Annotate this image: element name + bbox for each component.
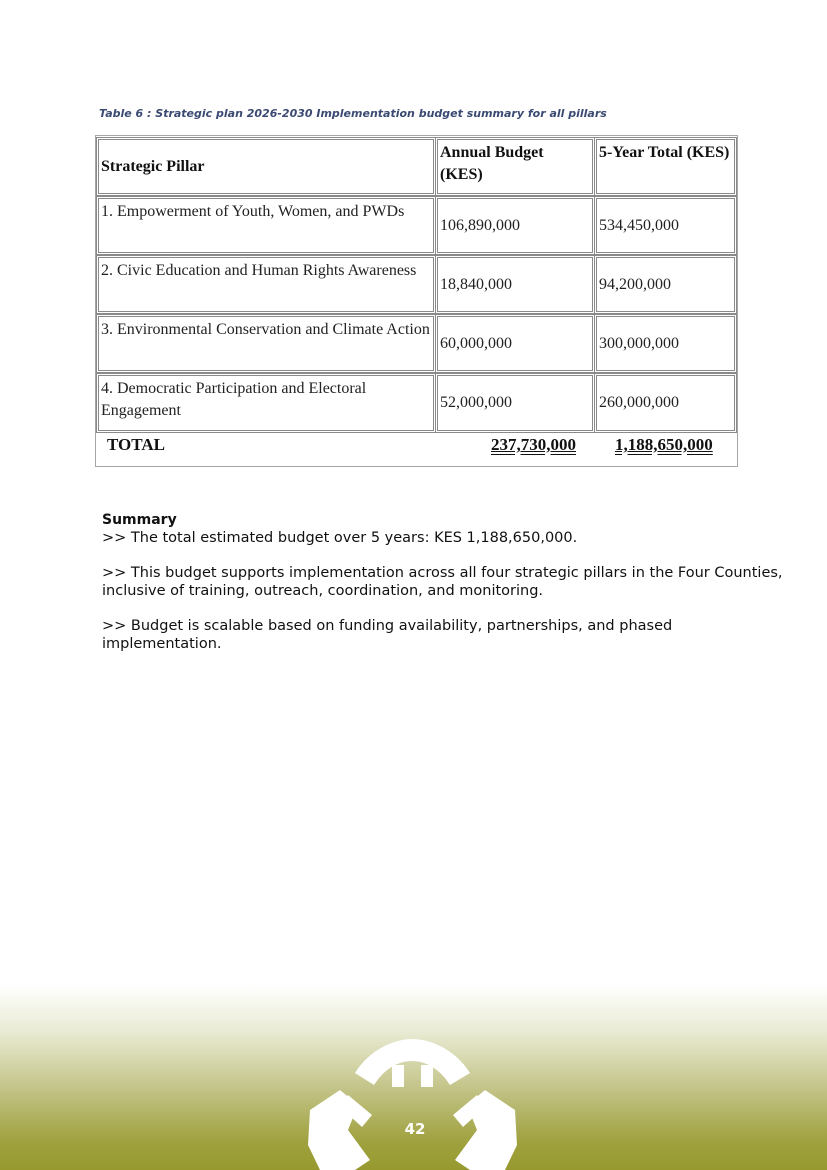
row-3-annual: 60,000,000 <box>435 314 595 373</box>
row-4-five-year: 260,000,000 <box>594 373 737 433</box>
summary-point-3: >> Budget is scalable based on funding availability, partnerships, and phased implementation. <box>102 618 673 652</box>
row-3-pillar: 3. Environmental Conservation and Climate Action <box>96 314 436 373</box>
row-4-annual: 52,000,000 <box>435 373 595 433</box>
summary-section <box>102 511 792 670</box>
org-emblem-icon <box>300 1035 525 1170</box>
row-3-five-year: 300,000,000 <box>594 314 737 373</box>
total-annual: 237,730,000 <box>491 435 576 454</box>
row-2-pillar: 2. Civic Education and Human Rights Awareness <box>96 255 436 314</box>
row-1-five-year: 534,450,000 <box>594 196 737 255</box>
page-number: 42 <box>404 1120 426 1138</box>
summary-point-1: >> The total estimated budget over 5 years: KES 1,188,650,000. <box>102 530 578 546</box>
total-label: TOTAL <box>107 435 165 454</box>
header-strategic-pillar: Strategic Pillar <box>96 137 436 196</box>
summary-point-2: >> This budget supports implementation across all four strategic pillars in the Four Counties, inclusive of training, outreach, coordination, and monitoring. <box>102 565 783 599</box>
row-2-five-year: 94,200,000 <box>594 255 737 314</box>
total-five-year: 1,188,650,000 <box>615 435 713 454</box>
summary-title: Summary <box>102 512 177 528</box>
table-caption: Table 6 : Strategic plan 2026-2030 Implementation budget summary for all pillars <box>99 107 607 120</box>
row-2-annual: 18,840,000 <box>435 255 595 314</box>
header-five-year-total: 5-Year Total (KES) <box>594 137 737 196</box>
row-1-annual: 106,890,000 <box>435 196 595 255</box>
header-annual-budget: Annual Budget (KES) <box>435 137 595 196</box>
row-1-pillar: 1. Empowerment of Youth, Women, and PWDs <box>96 196 436 255</box>
row-4-pillar: 4. Democratic Participation and Electoral Engagement <box>96 373 436 433</box>
